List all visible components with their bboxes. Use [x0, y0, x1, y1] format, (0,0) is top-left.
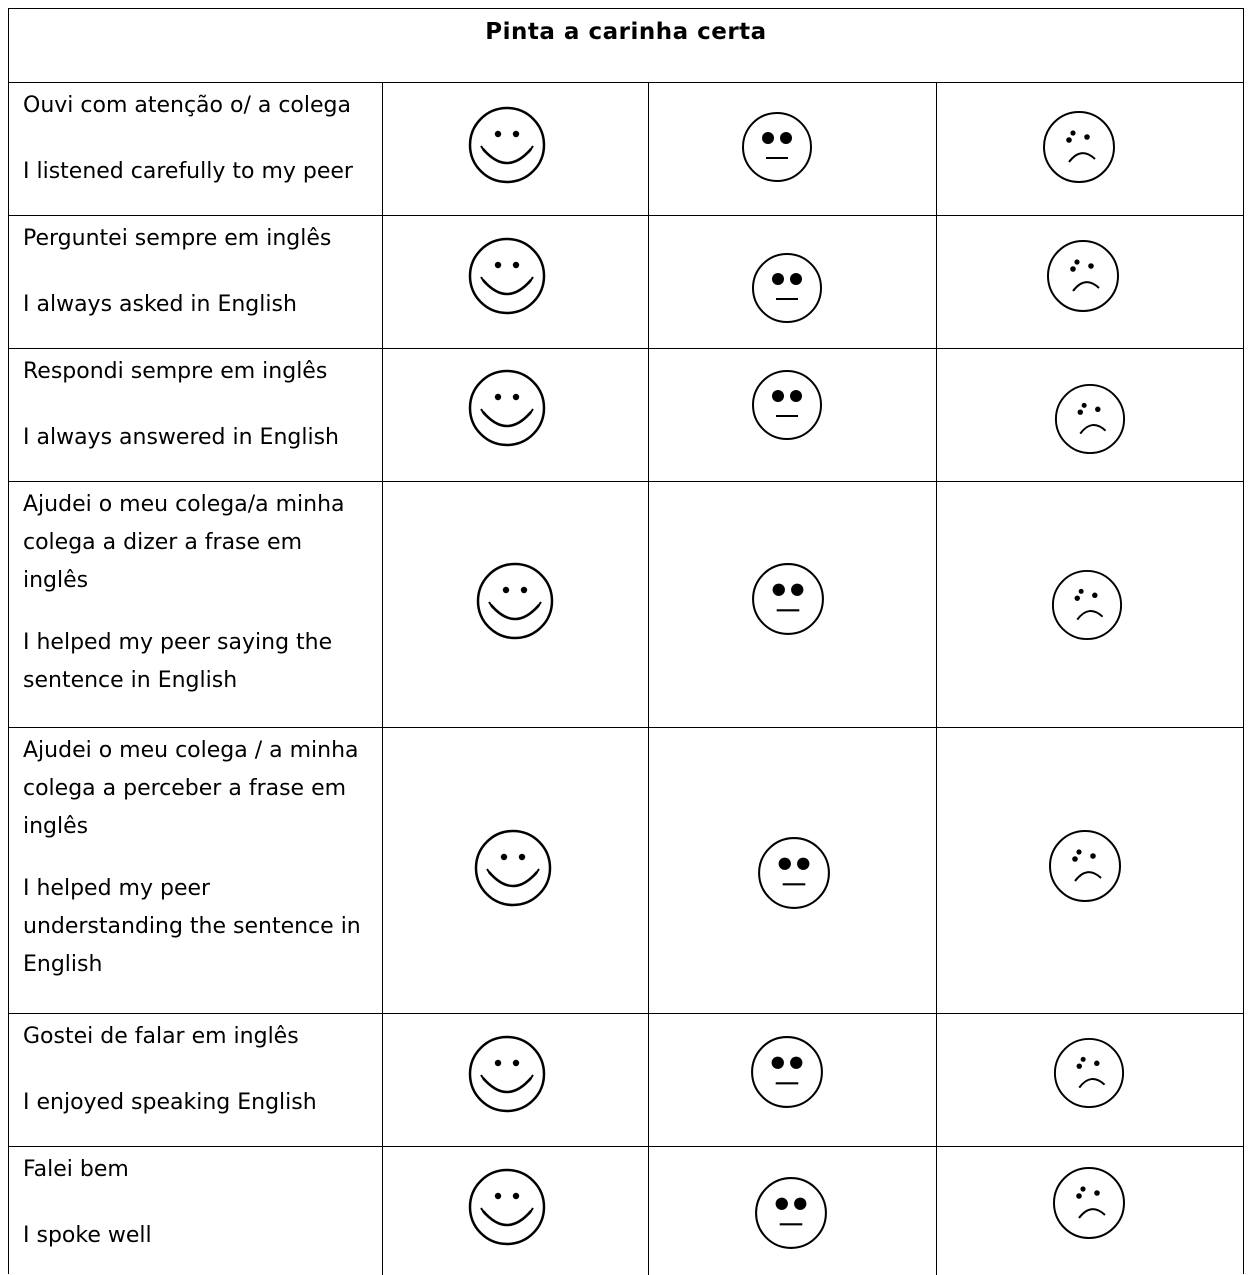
happy-face-icon[interactable]: [467, 1034, 547, 1114]
statement-cell: [9, 1014, 383, 1146]
statement-cell: [9, 83, 383, 215]
statement-en: I enjoyed speaking English: [23, 1090, 317, 1115]
happy-face-icon[interactable]: [473, 828, 553, 908]
table-row: [9, 1014, 1243, 1147]
statement-cell: [9, 216, 383, 348]
sad-face-icon[interactable]: [1045, 238, 1121, 314]
statement-pt: Perguntei sempre em inglês: [23, 226, 332, 251]
happy-face-cell[interactable]: [383, 83, 649, 215]
statement-en: I listened carefully to my peer: [23, 159, 353, 184]
table-row: [9, 83, 1243, 216]
neutral-face-icon[interactable]: [750, 368, 824, 442]
statement-pt: Gostei de falar em inglês: [23, 1024, 299, 1049]
neutral-face-icon[interactable]: [753, 1175, 829, 1251]
statement-en: I helped my peer saying the sentence in English: [23, 630, 333, 693]
statement-pt: Falei bem: [23, 1157, 129, 1182]
table-title-row: [9, 9, 1243, 83]
sad-face-icon[interactable]: [1052, 1036, 1126, 1110]
happy-face-cell[interactable]: [383, 482, 649, 727]
happy-face-icon[interactable]: [467, 236, 547, 316]
statement-pt: Ajudei o meu colega / a minha colega a perceber a frase em inglês: [23, 738, 359, 839]
table-row: [9, 216, 1243, 349]
sad-face-icon[interactable]: [1051, 1165, 1127, 1241]
statement-pt: Ouvi com atenção o/ a colega: [23, 93, 351, 118]
statement-cell: [9, 1147, 383, 1275]
sad-face-cell[interactable]: [937, 482, 1245, 727]
table-row: [9, 728, 1243, 1014]
statement-pt: Ajudei o meu colega/a minha colega a dizer a frase em inglês: [23, 492, 345, 593]
happy-face-cell[interactable]: [383, 216, 649, 348]
statement-pt: Respondi sempre em inglês: [23, 359, 328, 384]
sad-face-cell[interactable]: [937, 83, 1245, 215]
neutral-face-cell[interactable]: [649, 1147, 937, 1275]
sad-face-icon[interactable]: [1047, 828, 1123, 904]
happy-face-icon[interactable]: [467, 1167, 547, 1247]
neutral-face-icon[interactable]: [750, 561, 826, 637]
happy-face-cell[interactable]: [383, 1147, 649, 1275]
statement-cell: [9, 349, 383, 481]
sad-face-cell[interactable]: [937, 1014, 1245, 1146]
neutral-face-cell[interactable]: [649, 728, 937, 1013]
neutral-face-icon[interactable]: [750, 251, 824, 325]
neutral-face-icon[interactable]: [749, 1034, 825, 1110]
self-assessment-table: [8, 8, 1244, 1274]
neutral-face-cell[interactable]: [649, 349, 937, 481]
sad-face-icon[interactable]: [1053, 382, 1127, 456]
happy-face-icon[interactable]: [475, 561, 555, 641]
statement-cell: [9, 728, 383, 1013]
statement-en: I helped my peer understanding the sentence in English: [23, 876, 361, 977]
table-row: [9, 482, 1243, 728]
neutral-face-cell[interactable]: [649, 216, 937, 348]
neutral-face-icon[interactable]: [756, 835, 832, 911]
happy-face-icon[interactable]: [467, 105, 547, 185]
neutral-face-cell[interactable]: [649, 83, 937, 215]
happy-face-cell[interactable]: [383, 728, 649, 1013]
happy-face-cell[interactable]: [383, 349, 649, 481]
happy-face-icon[interactable]: [467, 368, 547, 448]
sad-face-icon[interactable]: [1041, 109, 1117, 185]
statement-en: I always asked in English: [23, 292, 297, 317]
page-title: Pinta a carinha certa: [485, 19, 767, 45]
sad-face-cell[interactable]: [937, 216, 1245, 348]
happy-face-cell[interactable]: [383, 1014, 649, 1146]
neutral-face-cell[interactable]: [649, 482, 937, 727]
neutral-face-icon[interactable]: [740, 110, 814, 184]
statement-cell: [9, 482, 383, 727]
statement-en: I always answered in English: [23, 425, 339, 450]
sad-face-cell[interactable]: [937, 728, 1245, 1013]
table-row: [9, 1147, 1243, 1275]
sad-face-cell[interactable]: [937, 1147, 1245, 1275]
table-row: [9, 349, 1243, 482]
sad-face-cell[interactable]: [937, 349, 1245, 481]
sad-face-icon[interactable]: [1050, 568, 1124, 642]
neutral-face-cell[interactable]: [649, 1014, 937, 1146]
statement-en: I spoke well: [23, 1223, 152, 1248]
